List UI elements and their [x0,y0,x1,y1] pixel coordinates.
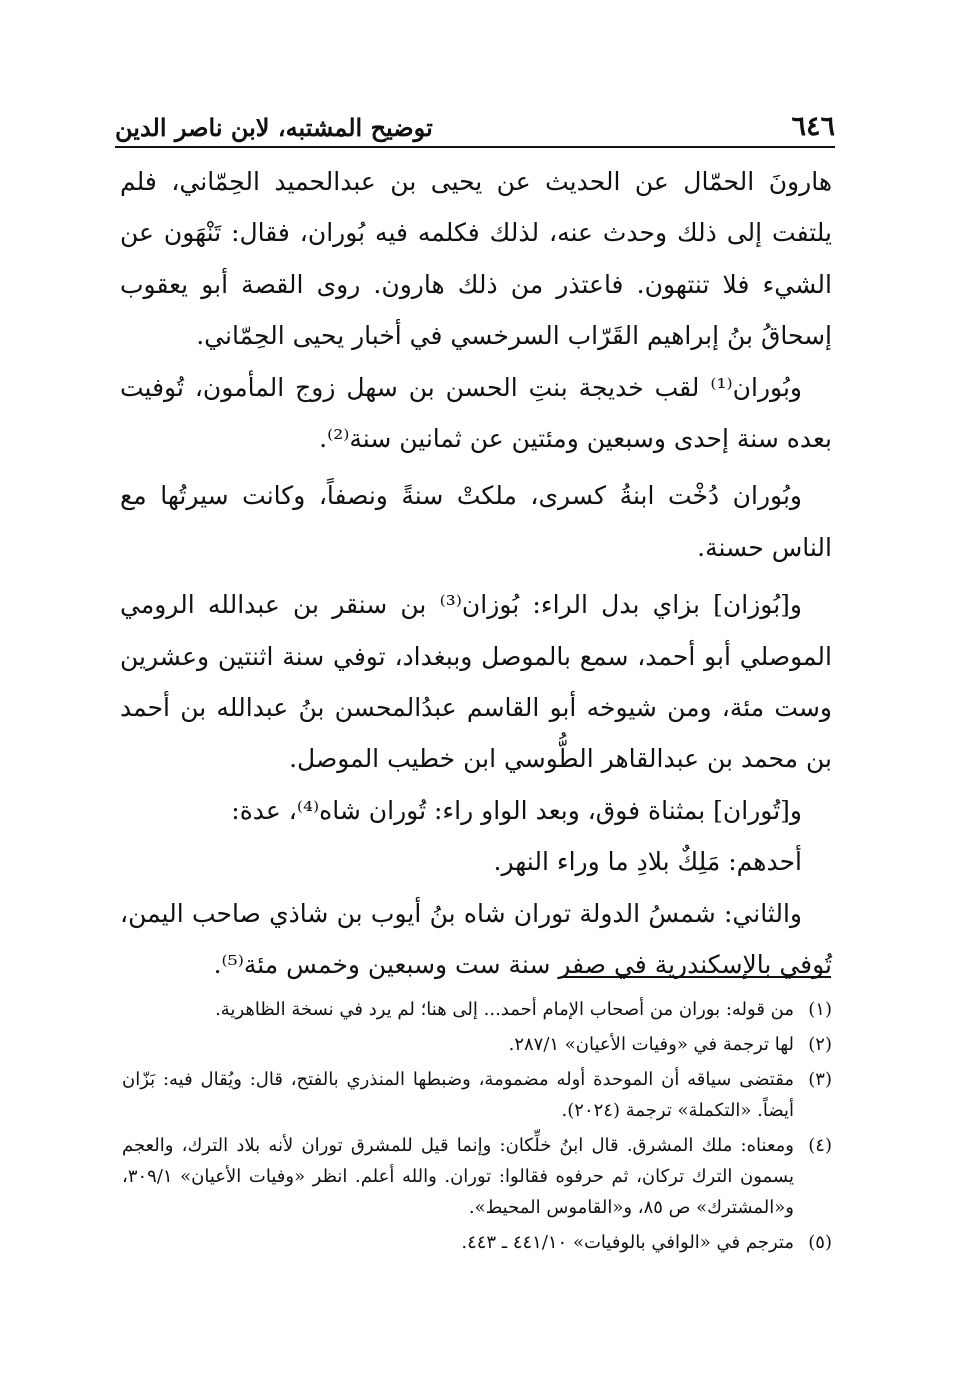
footnote-number: (٣) [808,1069,832,1090]
running-title: توضيح المشتبه، لابن ناصر الدين [115,113,433,142]
paragraph-buzan: و[بُوزان] بزاي بدل الراء: بُوزان⁽³⁾ بن سنقر بن عبدالله الرومي الموصلي أبو أحمد، سمع بالموصل وببغداد، توفي سنة اثنتين وعشرين وست مئة، ومن شيوخه أبو القاسم عبدُالمحسن بنُ عبدالله بن أحمد بن محمد بن عبدالقاهر الطُّوسي ابن خطيب الموصل. [120,590,832,774]
footnote-number: (٢) [808,1034,832,1055]
footnote-text: من قوله: بوران من أصحاب الإمام أحمد... إلى هنا؛ لم يرد في نسخة الظاهرية. [215,999,794,1020]
footnotes [122,994,832,1258]
footnote-text: مقتضى سياقه أن الموحدة أوله مضمومة، وضبطها المنذري بالفتح، قال: ويُقال فيه: بَزّان أيضاً. «التكملة» ترجمة (٢٠٢٤). [122,1069,794,1121]
main-text [120,156,832,980]
paragraph-turan: و[تُوران] بمثناة فوق، وبعد الواو راء: تُوران شاه⁽⁴⁾، عدة: [231,795,802,825]
paragraph-harun: هارونَ الحمّال عن الحديث عن يحيى بن عبدالحميد الحِمّاني، فلم يلتفت إلى ذلك وحدث عنه، لذلك فكلمه فيه بُوران، فقال: تَنْهَون عن الشيء فلا تنتهون. فاعتذر من ذلك هارون. روى القصة أبو يعقوب إسحاقُ بنُ إبراهيم القَرّاب السرخسي في أخبار يحيى الحِمّاني. [120,167,832,351]
footnote [122,1130,832,1223]
paragraph-buran-khadija: وبُوران⁽¹⁾ لقب خديجة بنتِ الحسن بن سهل زوج المأمون، تُوفيت بعده سنة إحدى وسبعين ومئتين عن ثمانين سنة⁽²⁾. [120,372,832,454]
footnote [122,1064,832,1126]
header-rule [115,146,835,148]
footnote-text: مترجم في «الوافي بالوفيات» ٤٤١/١٠ ـ ٤٤٣. [461,1232,794,1253]
paragraph-turan-second: والثاني: شمسُ الدولة توران شاه بنُ أيوب بن شاذي صاحب اليمن، تُوفي بالإسكندرية في صفر سنة ست وسبعين وخمس مئة⁽⁵⁾. [120,898,832,980]
footnote-text: ومعناه: ملك المشرق. قال ابنُ خلِّكان: وإنما قيل للمشرق توران لأنه بلاد الترك، والعجم يسمون الترك تركان، ثم حرفوه فقالوا: توران. والله أعلم. انظر «وفيات الأعيان» ٣٠٩/١، و«المشترك» ص ٨٥، و«القاموس المحيط». [122,1135,794,1218]
footnote-text: لها ترجمة في «وفيات الأعيان» ٢٨٧/١. [508,1034,794,1055]
footnote-number: (٤) [808,1135,832,1156]
page-header [115,92,835,140]
paragraph-buran-dukht: وبُوران دُخْت ابنةُ كسرى، ملكتْ سنةً ونصفاً، وكانت سيرتُها مع الناس حسنة. [120,481,832,562]
footnote-number: (٥) [808,1232,832,1253]
footnote [122,994,832,1025]
footnote [122,1227,832,1258]
paragraph-turan-first: أحدهم: مَلِكٌ بلادِ ما وراء النهر. [493,847,802,877]
page-number: ٦٤٦ [791,111,835,142]
footnote-separator [561,976,831,978]
footnote [122,1029,832,1060]
footnote-number: (١) [808,999,832,1020]
